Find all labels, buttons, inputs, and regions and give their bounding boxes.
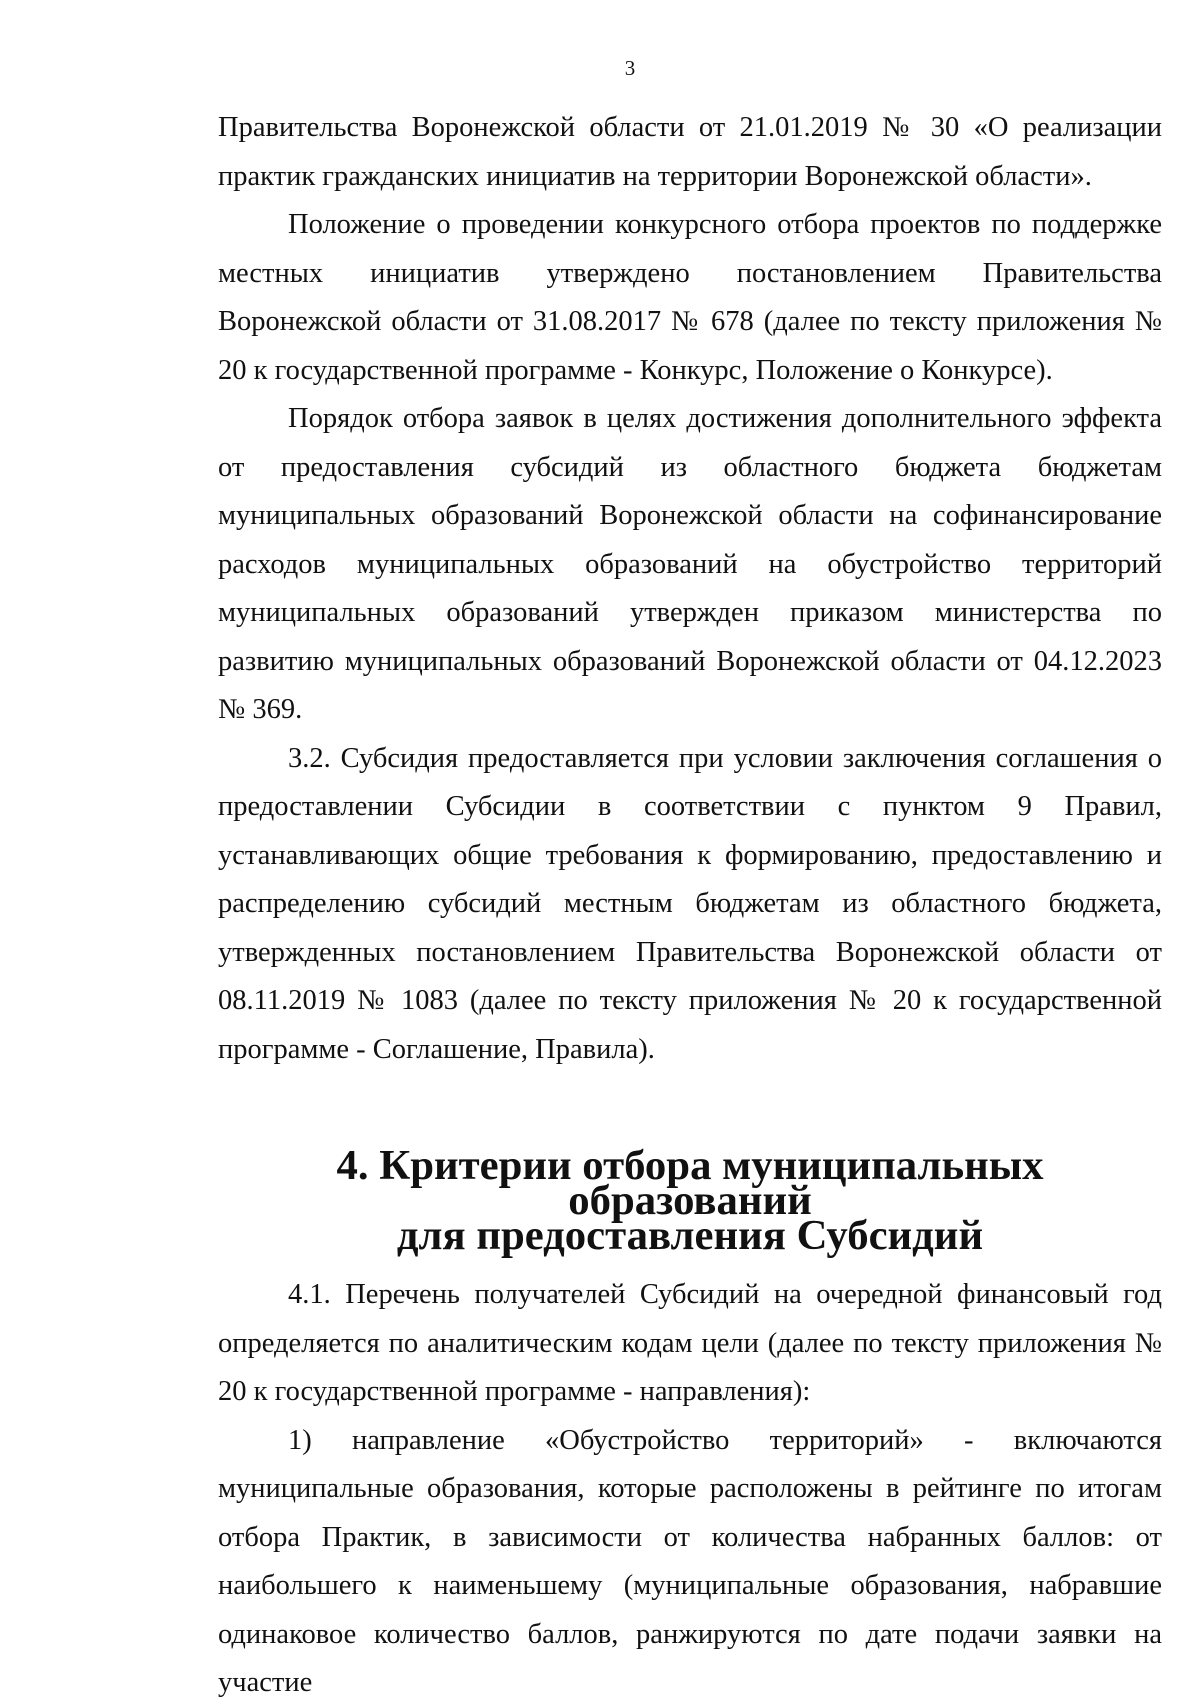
document-body (218, 104, 1162, 1708)
paragraph-direction-territory-improvement: 1) направление «Обустройство территорий» - включаются муниципальные образования, которые расположены в рейтинге по итогам отбора Практик, в зависимости от количества набранных баллов: от наибольшего к наименьшему (муниципальные образования, набравшие одинаковое количество баллов, ранжируются по дате подачи заявки на участие (218, 1424, 1162, 1698)
section-heading-line-1: 4. Критерии отбора муниципальных образований (336, 1142, 1044, 1224)
section-heading (218, 1142, 1162, 1259)
paragraph-application-selection-order: Порядок отбора заявок в целях достижения дополнительного эффекта от предоставления субсидий из областного бюджета бюджетам муниципальных образований Воронежской области на софинансирование расходов муниципальных образований на обустройство территорий муниципальных образований утвержден приказом министерства по развитию муниципальных образований Воронежской области от 04.12.2023 № 369. (218, 403, 1162, 725)
page-number: 3 (624, 56, 636, 80)
paragraph-recipients-list: 4.1. Перечень получателей Субсидий на очередной финансовый год определяется по аналитическим кодам цели (далее по тексту приложения № 20 к государственной программе - направления): (218, 1279, 1162, 1407)
section-heading-line-2: для предоставления Субсидий (396, 1212, 984, 1259)
paragraph-regulation-reference: Правительства Воронежской области от 21.01.2019 № 30 «О реализации практик гражданских инициатив на территории Воронежской области». (218, 112, 1162, 192)
paragraph-subsidy-agreement: 3.2. Субсидия предоставляется при условии заключения соглашения о предоставлении Субсидии в соответствии с пунктом 9 Правил, устанавливающих общие требования к формированию, предоставлению и распределению субсидий местным бюджетам из областного бюджета, утвержденных постановлением Правительства Воронежской области от 08.11.2019 № 1083 (далее по тексту приложения № 20 к государственной программе - Соглашение, Правила). (218, 742, 1162, 1065)
paragraph-competition-regulation: Положение о проведении конкурсного отбора проектов по поддержке местных инициатив утверждено постановлением Правительства Воронежской области от 31.08.2017 № 678 (далее по тексту приложения № 20 к государственной программе - Конкурс, Положение о Конкурсе). (218, 209, 1162, 386)
